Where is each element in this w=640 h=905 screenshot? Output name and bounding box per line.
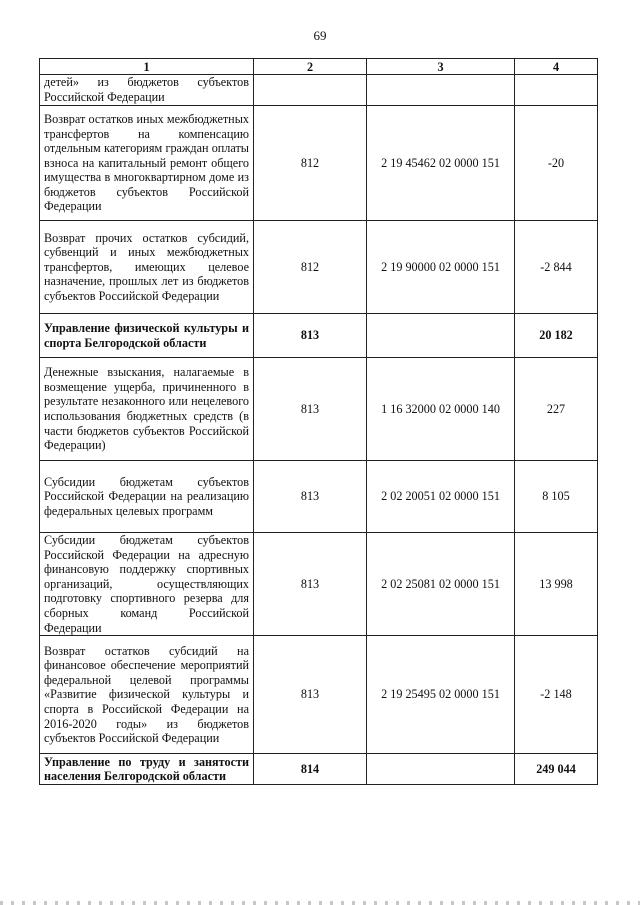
budget-code-cell: 2 19 25495 02 0000 151 [367,636,515,754]
table-row [40,106,598,221]
amount-cell: -20 [515,106,598,221]
page-number: 69 [313,28,327,43]
table-row [40,358,598,461]
admin-code-cell: 813 [254,636,367,754]
table-row [40,533,598,636]
table-row [40,636,598,754]
amount-cell: -2 844 [515,221,598,314]
amount-cell [515,75,598,106]
description-cell: Управление физической культуры и спорта Белгородской области [40,314,254,358]
admin-code-cell: 812 [254,106,367,221]
description-cell: Субсидии бюджетам субъектов Российской Федерации на адресную финансовую поддержку спортивных организаций, осуществляющих подготовку спортивного резерва для сборных команд Российской Федерации [40,533,254,636]
admin-code-cell: 814 [254,754,367,785]
amount-cell: 8 105 [515,461,598,533]
amount-cell: 13 998 [515,533,598,636]
amount-cell: 227 [515,358,598,461]
description-cell: Денежные взыскания, налагаемые в возмещение ущерба, причиненного в результате незаконного или нецелевого использования бюджетных средств (в части бюджетов субъектов Российской Федерации) [40,358,254,461]
column-header-3: 3 [367,59,515,75]
description-cell: детей» из бюджетов субъектов Российской Федерации [40,75,254,106]
column-header-1: 1 [40,59,254,75]
table-row [40,461,598,533]
table-row [40,754,598,785]
admin-code-cell: 813 [254,533,367,636]
budget-table [39,58,598,785]
budget-code-cell [367,75,515,106]
budget-code-cell [367,314,515,358]
description-cell: Управление по труду и занятости населения Белгородской области [40,754,254,785]
description-cell: Субсидии бюджетам субъектов Российской Федерации на реализацию федеральных целевых программ [40,461,254,533]
budget-code-cell: 1 16 32000 02 0000 140 [367,358,515,461]
admin-code-cell: 813 [254,461,367,533]
amount-cell: 20 182 [515,314,598,358]
description-cell: Возврат остатков субсидий на финансовое обеспечение мероприятий федеральной целевой программы «Развитие физической культуры и спорта в Российской Федерации на 2016-2020 годы» из бюджетов субъектов Российской Федерации [40,636,254,754]
amount-cell: 249 044 [515,754,598,785]
table-row [40,314,598,358]
column-header-2: 2 [254,59,367,75]
admin-code-cell: 812 [254,221,367,314]
description-cell: Возврат прочих остатков субсидий, субвенций и иных межбюджетных трансфертов, имеющих целевое назначение, прошлых лет из бюджетов субъектов Российской Федерации [40,221,254,314]
budget-code-cell: 2 02 20051 02 0000 151 [367,461,515,533]
admin-code-cell: 813 [254,358,367,461]
admin-code-cell [254,75,367,106]
table-row [40,75,598,106]
scan-footer-marks [0,901,640,905]
table-row [40,221,598,314]
budget-code-cell: 2 19 90000 02 0000 151 [367,221,515,314]
budget-code-cell: 2 19 45462 02 0000 151 [367,106,515,221]
budget-code-cell: 2 02 25081 02 0000 151 [367,533,515,636]
admin-code-cell: 813 [254,314,367,358]
column-header-4: 4 [515,59,598,75]
description-cell: Возврат остатков иных межбюджетных трансфертов на компенсацию отдельным категориям граждан оплаты взноса на капитальный ремонт общего имущества в многоквартирном доме из бюджетов субъектов Российской Федерации [40,106,254,221]
amount-cell: -2 148 [515,636,598,754]
header-row [40,59,598,75]
budget-code-cell [367,754,515,785]
